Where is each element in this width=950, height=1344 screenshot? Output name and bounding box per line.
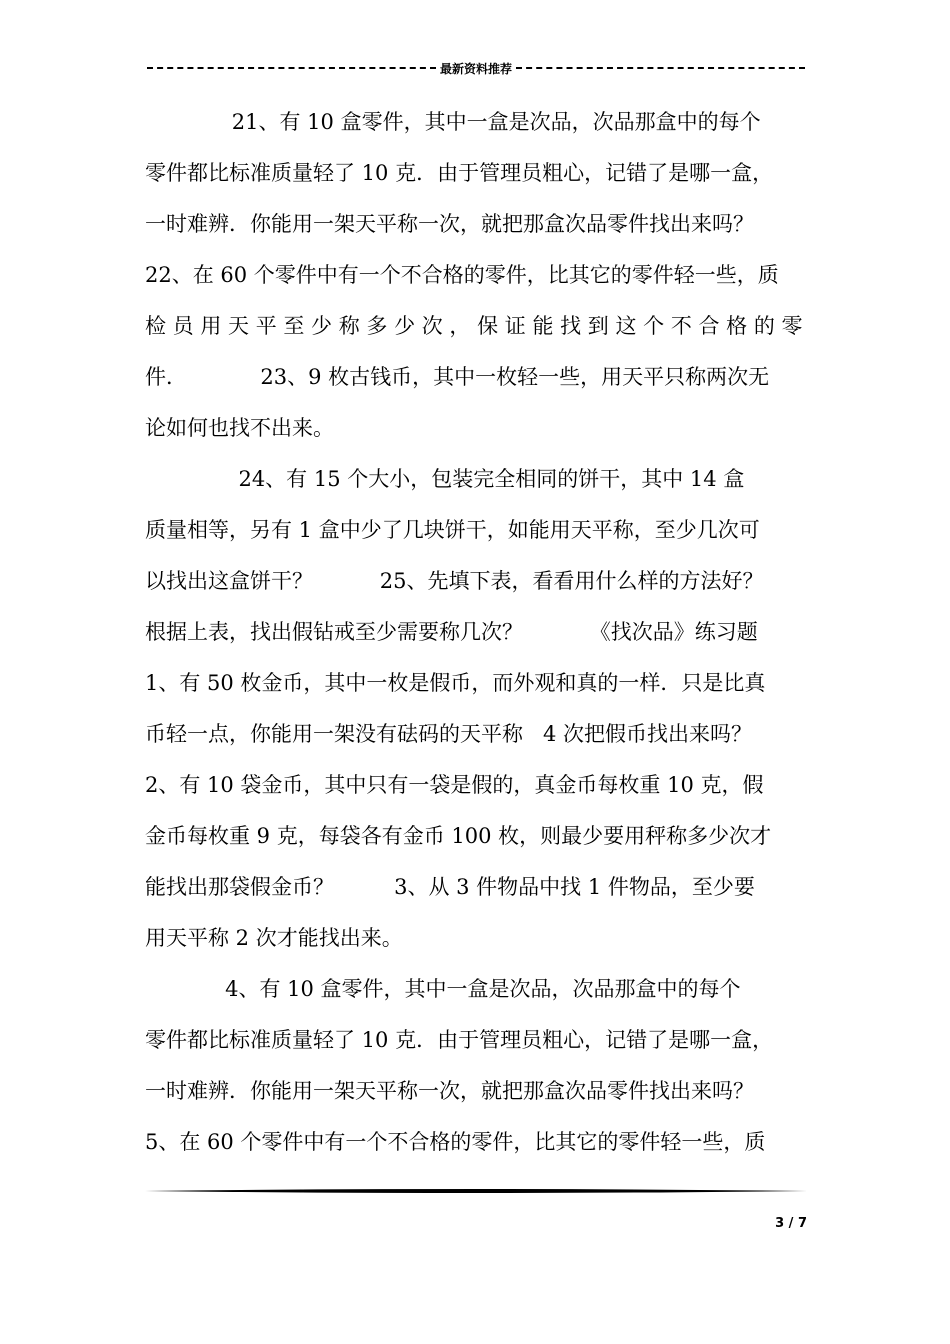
text-line: 22、在 60 个零件中有一个不合格的零件，比其它的零件轻一些，质 <box>145 263 779 287</box>
text-line: 币轻一点，你能用一架没有砝码的天平称 4 次把假币找出来吗？ <box>145 722 753 746</box>
text-line: 2、有 10 袋金币，其中只有一袋是假的，真金币每枚重 10 克，假 <box>145 773 764 797</box>
header-dash-right <box>516 67 805 69</box>
text-line: 1、有 50 枚金币，其中一枚是假币，而外观和真的一样．只是比真 <box>145 671 766 695</box>
text-line: 以找出这盒饼干？ 25、先填下表，看看用什么样的方法好？ <box>145 569 764 593</box>
text-line: 5、在 60 个零件中有一个不合格的零件，比其它的零件轻一些，质 <box>145 1130 766 1154</box>
text-line: 零件都比标准质量轻了 10 克．由于管理员粗心，记错了是哪一盒， <box>145 161 774 185</box>
text-line: 21、有 10 盒零件，其中一盒是次品，次品那盒中的每个 <box>145 110 761 134</box>
document-body <box>145 97 807 1168</box>
text-line: 用天平称 2 次才能找出来。 <box>145 926 403 950</box>
text-line: 4、有 10 盒零件，其中一盒是次品，次品那盒中的每个 <box>145 977 741 1001</box>
text-line: 零件都比标准质量轻了 10 克．由于管理员粗心，记错了是哪一盒， <box>145 1028 774 1052</box>
text-line: 一时难辨．你能用一架天平称一次，就把那盒次品零件找出来吗？ <box>145 212 754 236</box>
text-line: 论如何也找不出来。 <box>145 416 334 440</box>
text-line: 根据上表，找出假钻戒至少需要称几次？ 《找次品》练习题 <box>145 620 758 644</box>
text-line: 能找出那袋假金币？ 3、从 3 件物品中找 1 件物品，至少要 <box>145 875 755 899</box>
page-header <box>145 58 807 78</box>
header-title: 最新资料推荐 <box>440 61 513 76</box>
text-line: 件． 23、9 枚古钱币，其中一枚轻一些，用天平只称两次无 <box>145 365 770 389</box>
text-line: 检 员 用 天 平 至 少 称 多 少 次 ， 保 证 能 找 到 这 个 不 合 格 的 零 <box>145 314 803 338</box>
page-number: 3 / 7 <box>775 1216 807 1231</box>
text-line: 金币每枚重 9 克，每袋各有金币 100 枚，则最少要用秤称多少次才 <box>145 824 772 848</box>
header-dash-left <box>147 67 436 69</box>
text-line: 24、有 15 个大小，包装完全相同的饼干，其中 14 盒 <box>145 467 745 491</box>
footer-rule <box>145 1188 807 1194</box>
text-line: 质量相等，另有 1 盒中少了几块饼干，如能用天平称，至少几次可 <box>145 518 760 542</box>
text-line: 一时难辨．你能用一架天平称一次，就把那盒次品零件找出来吗？ <box>145 1079 754 1103</box>
